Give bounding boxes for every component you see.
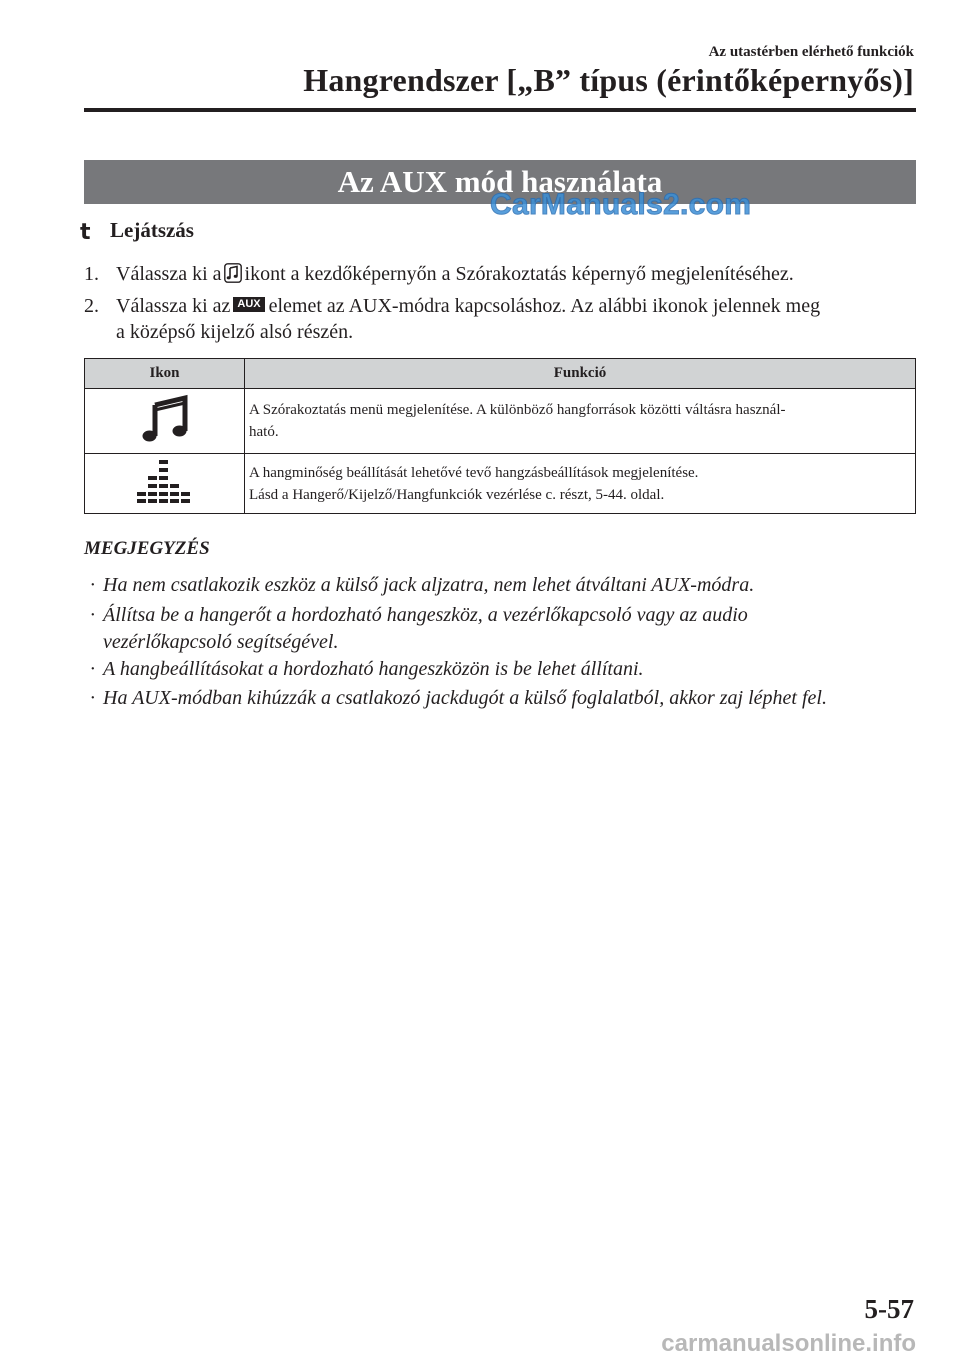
step-text-post: ikont a kezdőképernyőn a Szórakoztatás képernyő megjelenítéséhez. [244,263,794,285]
chapter-title: Az utastérben elérhető funkciók [708,44,914,60]
subsection-title: Lejátszás [110,218,194,242]
function-text: A hangminőség beállítását lehetővé tevő hangzásbeállítások megjelenítése. [249,464,699,481]
step-text-pre: Válassza ki a [116,263,222,285]
watermark-text: CarManuals2.com [490,188,752,221]
table-header-icon: Ikon [85,359,245,389]
table-header-row [85,359,916,389]
music-note-icon [141,432,189,448]
section-title: Az AUX mód használata [337,164,663,199]
note-text: Ha nem csatlakozik eszköz a külső jack aljzatra, nem lehet átváltani AUX-módra. [103,574,755,596]
function-text: ható. [249,424,279,440]
music-note-icon [224,261,242,293]
function-text: A Szórakoztatás menü megjelenítése. A különböző hangforrások közötti váltásra használ- [249,402,786,418]
note-text: A hangbeállításokat a hordozható hangeszközön is be lehet állítani. [103,658,644,680]
step-text [116,258,916,293]
note-item [90,570,920,600]
page-title: Hangrendszer [„B” típus (érintőképernyős)] [303,62,914,98]
subsection-marker: t [80,220,91,245]
step-text-post: elemet az AUX-módra kapcsoláshoz. Az alábbi ikonok jelennek meg [268,295,821,317]
function-text: Lásd a Hangerő/Kijelző/Hangfunkciók vezérlése c. részt, 5-44. oldal. [249,486,665,503]
step-number: 2. [84,295,99,317]
table-row [85,454,916,514]
note-text-continued: vezérlőkapcsoló segítségével. [103,631,339,653]
note-text: Ha AUX-módban kihúzzák a csatlakozó jackdugót a külső foglalatból, akkor zaj léphet fel. [103,687,827,709]
bullet: · [90,658,95,680]
page-number: 5-57 [864,1294,914,1324]
note-title: MEGJEGYZÉS [84,538,210,559]
table-row [85,389,916,454]
header-divider [84,108,916,112]
table-cell-function [245,389,916,454]
note-item [90,654,920,684]
bullet: · [90,604,95,626]
note-text: Állítsa be a hangerőt a hordozható hangeszköz, a vezérlőkapcsoló vagy az audio [103,604,748,626]
table-header-function: Funkció [245,359,916,389]
table-cell-function [245,454,916,514]
equalizer-icon [137,492,193,508]
step-text-pre: Válassza ki az [116,295,231,317]
note-item [90,683,920,713]
aux-button-icon: AUX [233,297,264,312]
bullet: · [90,687,95,709]
bullet: · [90,574,95,596]
icon-function-table [84,358,916,514]
note-item [90,600,920,630]
footer-site-watermark: carmanualsonline.info [661,1330,916,1357]
table-cell-icon [85,389,245,454]
step-number: 1. [84,263,99,285]
step-text-continued: a középső kijelző alsó részén. [116,321,354,343]
table-cell-icon [85,454,245,514]
